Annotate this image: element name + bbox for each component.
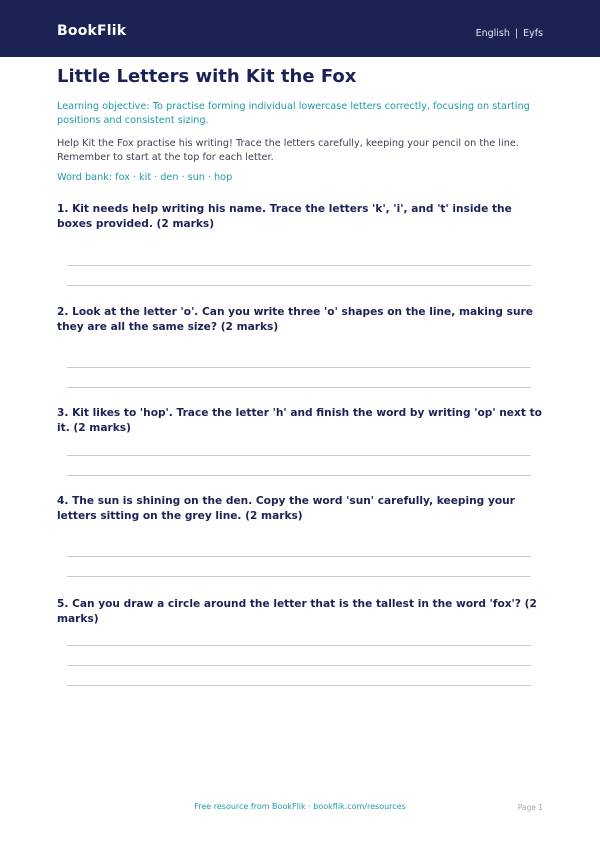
question-1: 1. Kit needs help writing his name. Trace the letters 'k', 'i', and 't' inside the boxes provided. (2 marks) <box>57 203 512 230</box>
answer-line[interactable] <box>67 285 531 286</box>
word-bank <box>57 172 232 183</box>
brand-logo[interactable]: BookFlik <box>57 23 127 39</box>
word-bank-word: sun <box>187 172 205 183</box>
answer-line[interactable] <box>67 367 531 368</box>
word-bank-word: fox <box>115 172 130 183</box>
page-number: Page 1 <box>517 803 543 812</box>
question-2: 2. Look at the letter 'o'. Can you write three 'o' shapes on the line, making sure they are all the same size? (2 marks) <box>57 306 533 333</box>
answer-line[interactable] <box>67 455 531 456</box>
answer-line[interactable] <box>67 685 531 686</box>
worksheet-title: Little Letters with Kit the Fox <box>57 66 357 87</box>
nav-separator: | <box>514 28 519 39</box>
word-bank-word: den <box>160 172 179 183</box>
word-separator: · <box>181 172 185 183</box>
word-bank-label: Word bank: <box>57 172 113 183</box>
intro-text: Help Kit the Fox practise his writing! Trace the letters carefully, keeping your pencil on the line. Remember to start at the top for each letter. <box>57 138 519 163</box>
level-link[interactable]: Eyfs <box>523 28 543 39</box>
answer-line[interactable] <box>67 576 531 577</box>
answer-line[interactable] <box>67 265 531 266</box>
top-banner <box>0 0 600 57</box>
word-bank-word: hop <box>214 172 233 183</box>
answer-line[interactable] <box>67 665 531 666</box>
word-separator: · <box>207 172 212 183</box>
language-link[interactable]: English <box>475 28 510 39</box>
answer-line[interactable] <box>67 387 531 388</box>
word-separator: · <box>132 172 137 183</box>
answer-line[interactable] <box>67 475 531 476</box>
footer-resource-link[interactable]: Free resource from BookFlik · bookflik.com/resources <box>194 802 406 811</box>
answer-line[interactable] <box>67 556 531 557</box>
question-4: 4. The sun is shining on the den. Copy the word 'sun' carefully, keeping your letters sitting on the grey line. (2 marks) <box>57 495 515 522</box>
word-separator: · <box>154 172 158 183</box>
question-5: 5. Can you draw a circle around the letter that is the tallest in the word 'fox'? (2 marks) <box>57 598 537 625</box>
question-3: 3. Kit likes to 'hop'. Trace the letter 'h' and finish the word by writing 'op' next to it. (2 marks) <box>57 407 542 434</box>
answer-line[interactable] <box>67 645 531 646</box>
learning-objective: Learning objective: To practise forming individual lowercase letters correctly, focusing on starting positions and consistent sizing. <box>57 101 530 126</box>
word-bank-word: kit <box>139 172 152 183</box>
language-level-nav <box>476 28 543 39</box>
